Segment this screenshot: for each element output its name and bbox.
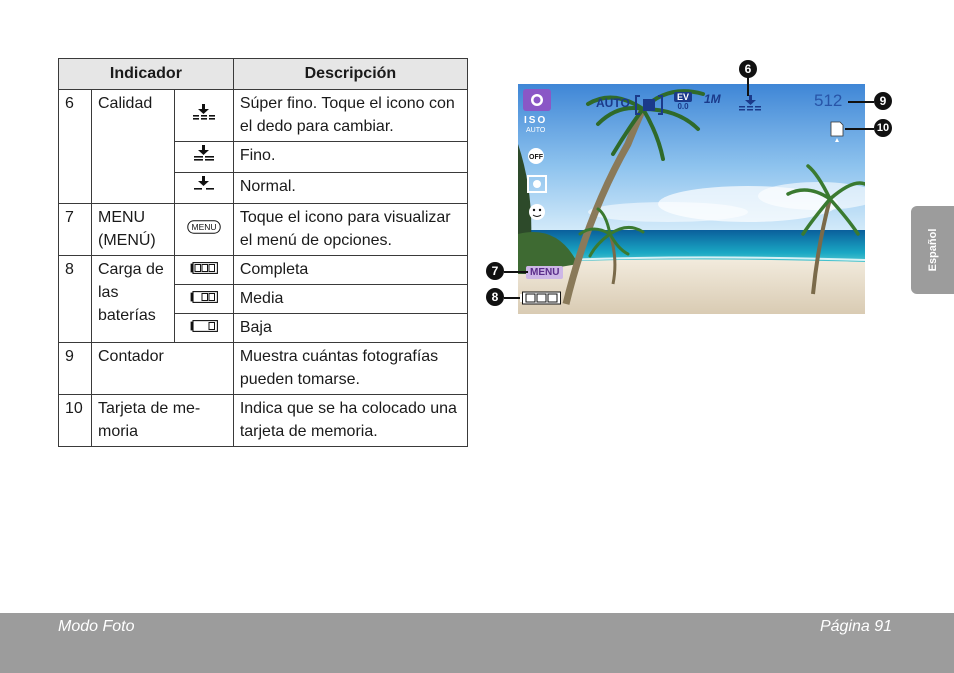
osd-ev-value: 0.0 xyxy=(677,102,689,111)
header-indicator: Indicador xyxy=(59,59,234,90)
page-footer xyxy=(0,613,954,673)
menu-icon xyxy=(187,220,221,234)
row-description: Fino. xyxy=(233,142,467,173)
row-name: MENU (MENÚ) xyxy=(91,204,174,256)
osd-menu-button[interactable]: MENU xyxy=(526,266,563,279)
osd-shot-counter: 512 xyxy=(814,91,843,110)
row-description: Indica que se ha colocado una tarjeta de memoria. xyxy=(233,395,467,447)
callout-10-leader xyxy=(845,128,874,130)
quality-fine-icon xyxy=(191,144,217,162)
camera-preview xyxy=(518,84,865,314)
table-row xyxy=(59,395,468,447)
callout-10: 10 xyxy=(874,119,892,137)
beach-scene-image xyxy=(518,84,865,314)
footer-section-title: Modo Foto xyxy=(58,618,135,635)
footer-page-number: Página 91 xyxy=(819,618,892,635)
row-description: Media xyxy=(233,285,467,314)
callout-6-leader xyxy=(747,76,749,96)
row-description: Normal. xyxy=(233,173,467,204)
osd-ev-label: EV xyxy=(674,92,692,102)
table-header-row xyxy=(59,59,468,90)
callout-7-leader xyxy=(504,271,528,273)
osd-resolution: 1M xyxy=(704,92,721,106)
row-description: Toque el icono para visualizar el menú de opciones. xyxy=(233,204,467,256)
osd-iso-value: AUTO xyxy=(526,127,546,134)
table-row xyxy=(59,90,468,142)
row-name: Tarjeta de me- moria xyxy=(91,395,233,447)
osd-ev-indicator xyxy=(674,92,692,111)
quality-superfine-icon xyxy=(191,103,217,121)
quality-normal-icon xyxy=(191,175,217,193)
row-number: 6 xyxy=(59,90,92,204)
row-name: Carga de las baterías xyxy=(91,256,174,343)
row-description: Súper fino. Toque el icono con el dedo para cambiar. xyxy=(233,90,467,142)
row-number: 10 xyxy=(59,395,92,447)
language-tab xyxy=(911,206,954,294)
battery-full-icon xyxy=(190,262,218,274)
callout-9-leader xyxy=(848,101,874,103)
header-description: Descripción xyxy=(233,59,467,90)
row-description: Baja xyxy=(233,314,467,343)
row-name: Contador xyxy=(91,343,233,395)
osd-iso-label: ISO xyxy=(524,115,548,126)
callout-9: 9 xyxy=(874,92,892,110)
indicator-table xyxy=(58,58,468,447)
osd-auto-label: AUTO xyxy=(596,96,630,110)
callout-7: 7 xyxy=(486,262,504,280)
table-row xyxy=(59,204,468,256)
callout-8: 8 xyxy=(486,288,504,306)
callout-8-leader xyxy=(504,297,520,299)
row-name: Calidad xyxy=(91,90,174,204)
battery-half-icon xyxy=(190,291,218,303)
row-number: 8 xyxy=(59,256,92,343)
row-description: Muestra cuántas fotografías pueden tomarse. xyxy=(233,343,467,395)
callout-6: 6 xyxy=(739,60,757,78)
row-description: Completa xyxy=(233,256,467,285)
battery-low-icon xyxy=(190,320,218,332)
menu-icon-text: MENU xyxy=(191,221,217,232)
table-row xyxy=(59,343,468,395)
row-number: 9 xyxy=(59,343,92,395)
language-tab-label: Español xyxy=(926,228,939,272)
row-number: 7 xyxy=(59,204,92,256)
table-row xyxy=(59,256,468,285)
svg-text:OFF: OFF xyxy=(529,154,543,161)
